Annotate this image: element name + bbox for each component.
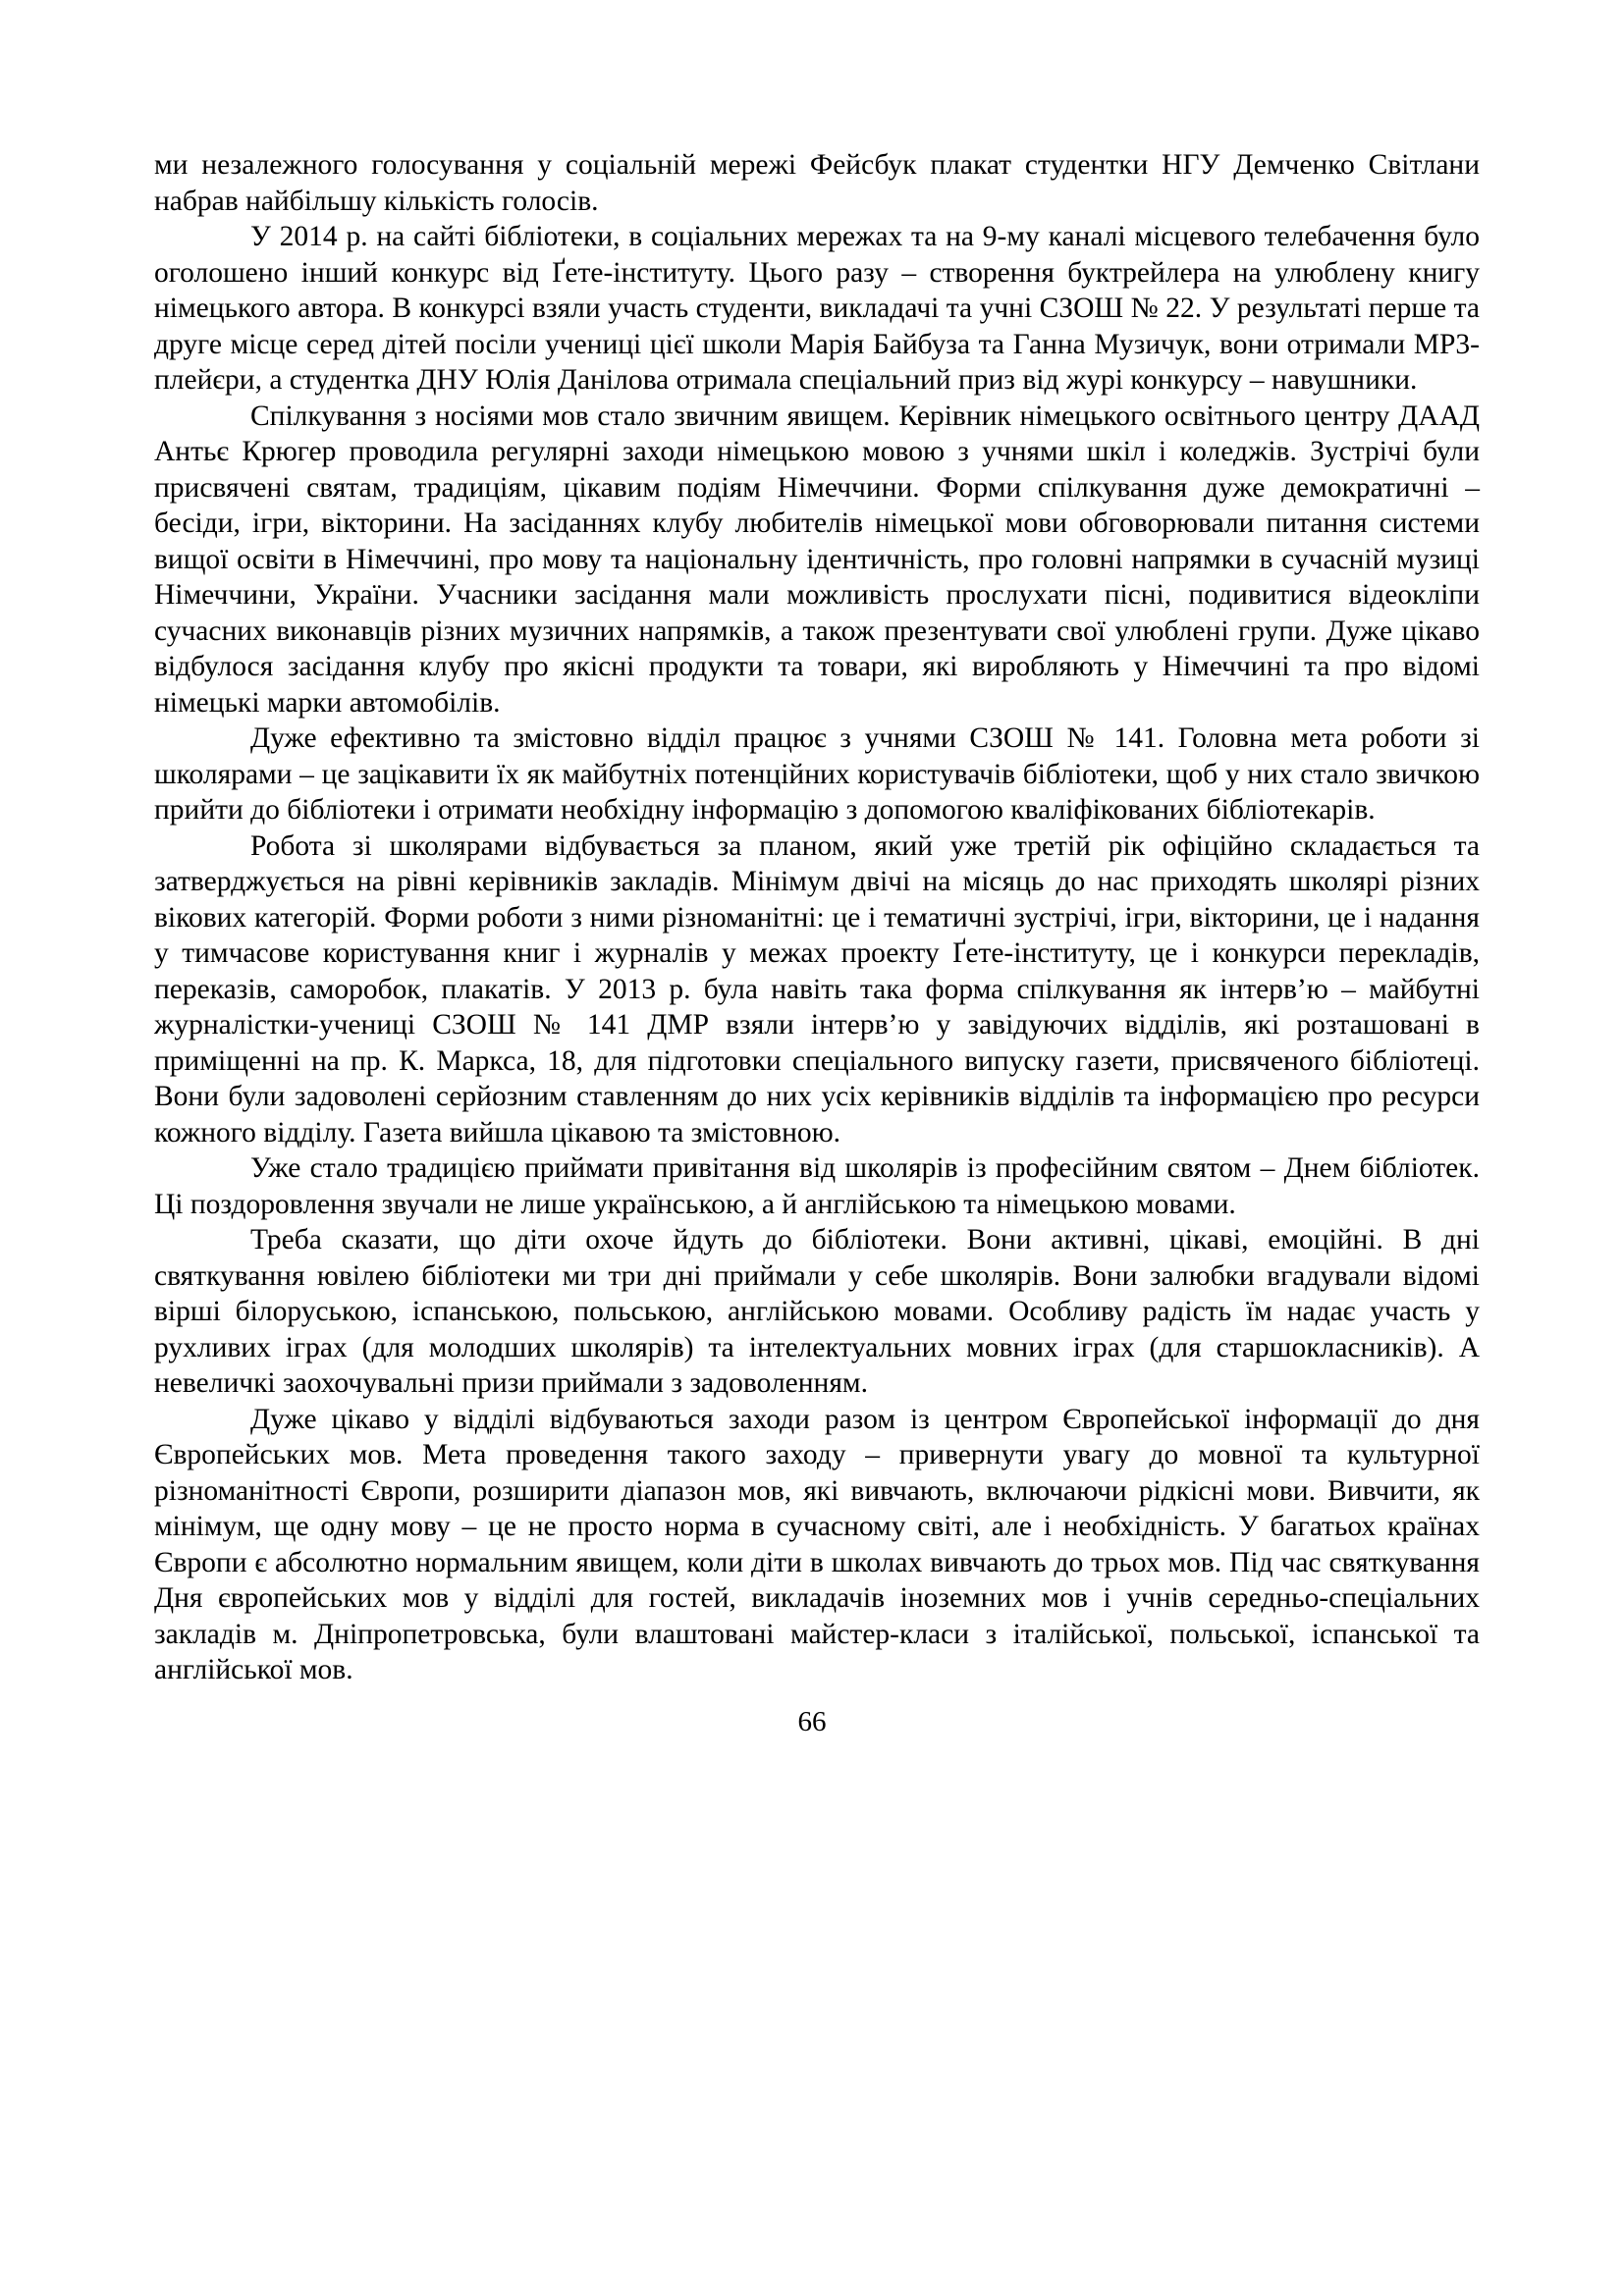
paragraph-work-plan: Робота зі школярами відбувається за планом, який уже третій рік офіційно складається та затверджується на рівні керівників закладів. Мінімум двічі на місяць до нас приходять школярі різних вікових категорій. Форми роботи з ними різноманітні: це і тематичні зустрічі, ігри, вікторини, це і надання у тимчасове користування книг і журналів у межах проекту Ґете-інституту, це і конкурси перекладів, переказів, саморобок, плакатів. У 2013 р. була навіть така форма спілкування як інтерв’ю – майбутні журналістки-учениці СЗОШ № 141 ДМР взяли інтерв’ю у завідуючих відділів, які розташовані в приміщенні на пр. К. Маркса, 18, для підготовки спеціального випуску газети, присвяченого бібліотеці. Вони були задоволені серйозним ставленням до них усіх керівників відділів та інформацією про ресурси кожного відділу. Газета вийшла цікавою та змістовною.: [154, 829, 1480, 1148]
page-number: 66: [797, 1706, 827, 1737]
paragraph-school-141: Дуже ефективно та змістовно відділ працює з учнями СЗОШ № 141. Головна мета роботи зі школярами – це зацікавити їх як майбутніх потенційних користувачів бібліотеки, щоб у них стало звичкою прийти до бібліотеки і отримати необхідну інформацію з допомогою кваліфікованих бібліотекарів.: [154, 722, 1480, 826]
paragraph-european-languages-day: Дуже цікаво у відділі відбуваються заходи разом із центром Європейської інформації до дня Європейських мов. Мета проведення такого заходу – привернути увагу до мовної та культурної різноманітності Європи, розширити діапазон мов, які вивчають, включаючи рідкісні мови. Вивчити, як мінімум, ще одну мову – це не просто норма в сучасному світі, але і необхідність. У багатьох країнах Європи є абсолютно нормальним явищем, коли діти в школах вивчають до трьох мов. Під час святкування Дня європейських мов у відділі для гостей, викладачів іноземних мов і учнів середньо-спеціальних закладів м. Дніпропетровська, були влаштовані майстер-класи з італійської, польської, іспанської та англійської мов.: [154, 1403, 1480, 1685]
paragraph-children-visit: Треба сказати, що діти охоче йдуть до бібліотеки. Вони активні, цікаві, емоційні. В дні святкування ювілею бібліотеки ми три дні приймали у себе школярів. Вони залюбки вгадували відомі вірші білоруською, іспанською, польською, англійською мовами. Особливу радість їм надає участь у рухливих іграх (для молодших школярів) та інтелектуальних мовних іграх (для старшокласників). А невеличкі заохочувальні призи приймали з задоволенням.: [154, 1224, 1480, 1399]
paragraph-continued: ми незалежного голосування у соціальній мережі Фейсбук плакат студентки НГУ Демченко Світлани набрав найбільшу кількість голосів.: [154, 149, 1480, 217]
paragraph-native-speakers: Спілкування з носіями мов стало звичним явищем. Керівник німецького освітнього центру ДААД Антьє Крюгер проводила регулярні заходи німецькою мовою з учнями шкіл і коледжів. Зустрічі були присвячені святам, традиціям, цікавим подіям Німеччини. Форми спілкування дуже демократичні – бесіди, ігри, вікторини. На засіданнях клубу любителів німецької мови обговорювали питання системи вищої освіти в Німеччині, про мову та національну ідентичність, про головні напрямки в сучасній музиці Німеччини, України. Учасники засідання мали можливість прослухати пісні, подивитися відеокліпи сучасних виконавців різних музичних напрямків, а також презентувати свої улюблені групи. Дуже цікаво відбулося засідання клубу про якісні продукти та товари, які виробляють у Німеччині та про відомі німецькі марки автомобілів.: [154, 400, 1480, 719]
document-body: [154, 147, 1480, 1688]
paragraph-library-day: Уже стало традицією приймати привітання від школярів із професійним святом – Днем бібліотек. Ці поздоровлення звучали не лише українською, а й англійською та німецькою мовами.: [154, 1152, 1480, 1220]
paragraph-booktrailer-contest: У 2014 р. на сайті бібліотеки, в соціальних мережах та на 9-му каналі місцевого телебачення було оголошено інший конкурс від Ґете-інституту. Цього разу – створення буктрейлера на улюблену книгу німецького автора. В конкурсі взяли участь студенти, викладачі та учні СЗОШ № 22. У результаті перше та друге місце серед дітей посіли учениці цієї школи Марія Байбуза та Ганна Музичук, вони отримали МР3-плейєри, а студентка ДНУ Юлія Данілова отримала спеціальний приз від журі конкурсу – навушники.: [154, 221, 1480, 396]
